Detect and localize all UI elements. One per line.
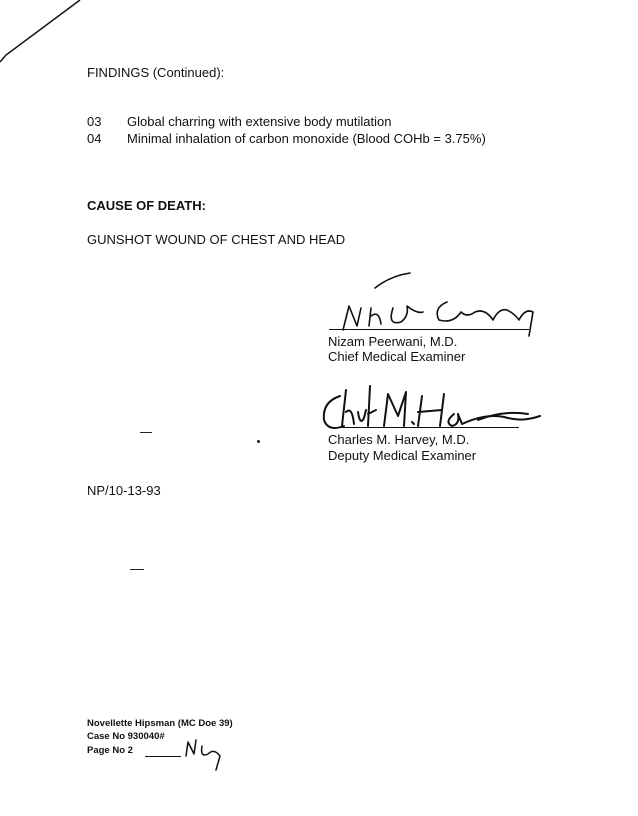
signatory-name: Charles M. Harvey, M.D. (328, 432, 470, 447)
initials-date: NP/10-13-93 (87, 483, 161, 498)
signatory-title: Deputy Medical Examiner (328, 448, 477, 463)
cause-of-death-text: GUNSHOT WOUND OF CHEST AND HEAD (87, 232, 346, 247)
footer-case-name: Novellette Hipsman (MC Doe 39) (87, 718, 233, 729)
finding-text: Global charring with extensive body mutilation (127, 114, 392, 129)
signature-line (329, 427, 519, 428)
stray-mark (140, 432, 152, 433)
stray-mark (130, 569, 144, 570)
finding-number: 03 (87, 114, 102, 129)
signature-line (329, 329, 529, 330)
page-initials-line (145, 756, 181, 757)
finding-text: Minimal inhalation of carbon monoxide (Blood COHb = 3.75%) (127, 131, 486, 146)
page-initials (180, 736, 230, 776)
finding-number: 04 (87, 131, 102, 146)
signatory-name: Nizam Peerwani, M.D. (328, 334, 458, 349)
cause-of-death-heading: CAUSE OF DEATH: (87, 198, 206, 213)
stray-dot (257, 440, 260, 443)
findings-heading: FINDINGS (Continued): (87, 65, 225, 80)
signatory-title: Chief Medical Examiner (328, 349, 466, 364)
footer-page-number: Page No 2 (87, 745, 133, 756)
corner-fold-mark (0, 0, 90, 70)
footer-case-number: Case No 930040# (87, 731, 165, 742)
